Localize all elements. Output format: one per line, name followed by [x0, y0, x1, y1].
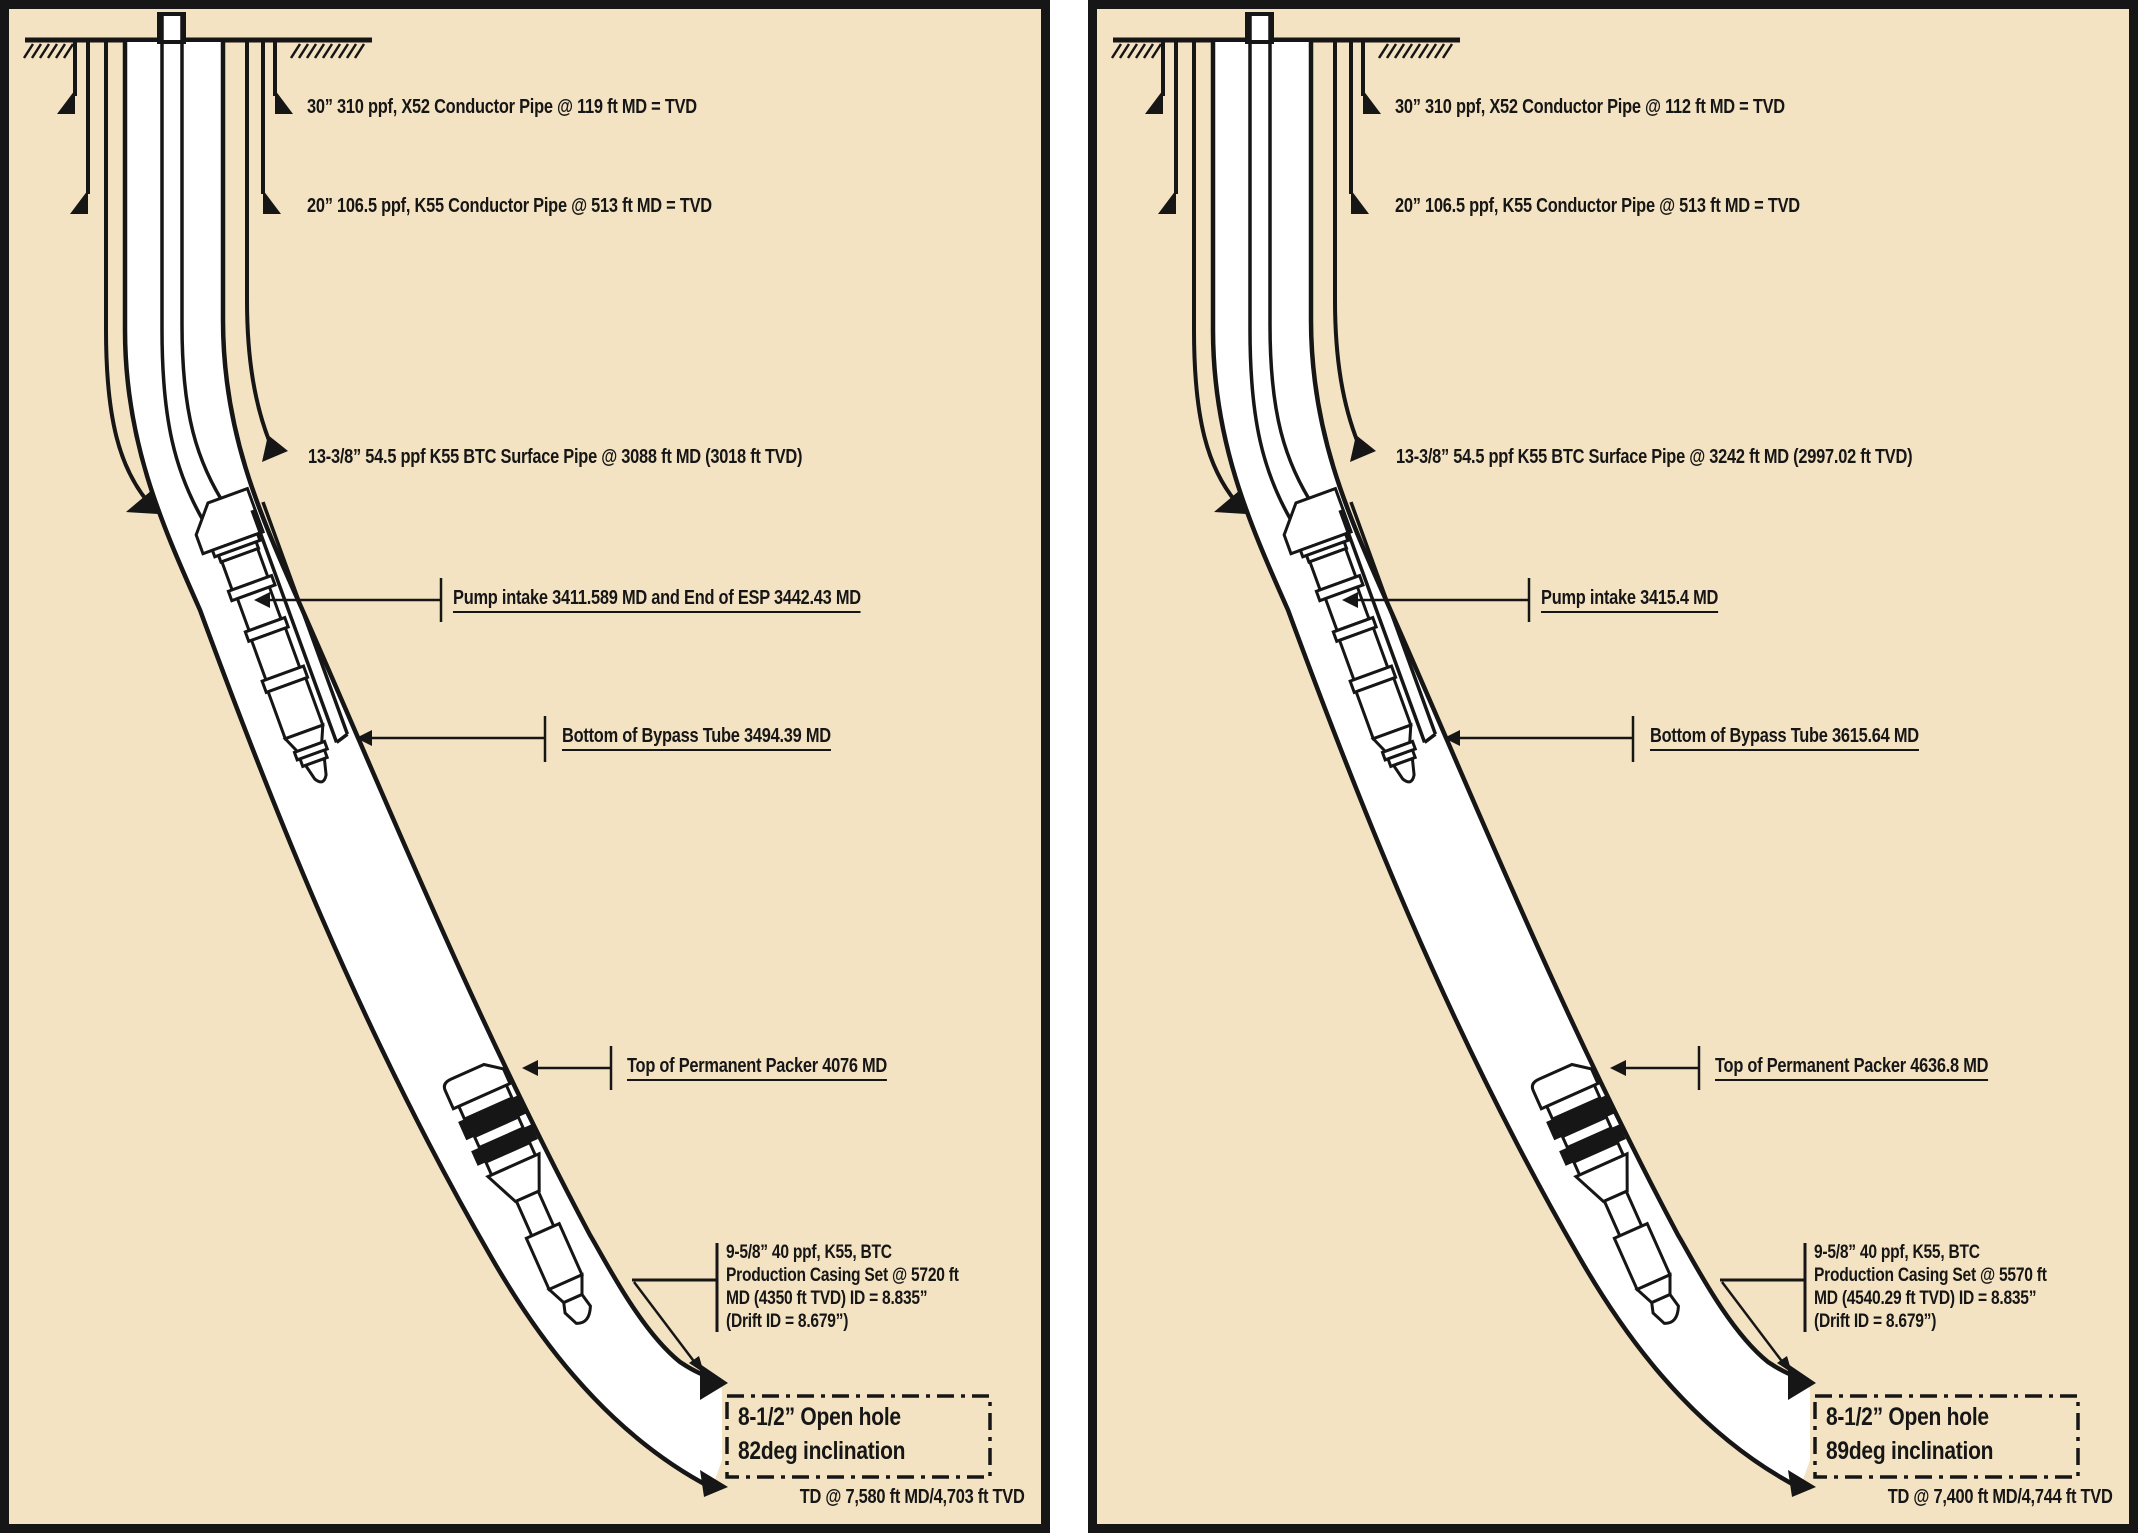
- open-hole-size-label: 8-1/2” Open hole: [1826, 1403, 1989, 1431]
- open-hole-inclination-label: 82deg inclination: [738, 1437, 906, 1465]
- production-casing-label: [1814, 1241, 2047, 1333]
- packer-label: Top of Permanent Packer 4636.8 MD: [1715, 1056, 1988, 1081]
- conductor-20-label: 20” 106.5 ppf, K55 Conductor Pipe @ 513 ft MD = TVD: [307, 195, 712, 217]
- pump-intake-label: Pump intake 3411.589 MD and End of ESP 3442.43 MD: [453, 588, 861, 613]
- td-label: TD @ 7,580 ft MD/4,703 ft TVD: [799, 1486, 1025, 1508]
- conductor-20-label: 20” 106.5 ppf, K55 Conductor Pipe @ 513 ft MD = TVD: [1395, 195, 1800, 217]
- left-well-schematic-panel: [0, 0, 1050, 1533]
- open-hole-size-label: 8-1/2” Open hole: [738, 1403, 901, 1431]
- production-casing-line: MD (4350 ft TVD) ID = 8.835”: [726, 1288, 928, 1309]
- surface-pipe-label: 13-3/8” 54.5 ppf K55 BTC Surface Pipe @ 3242 ft MD (2997.02 ft TVD): [1396, 446, 1913, 468]
- production-casing-line: (Drift ID = 8.679”): [1814, 1311, 1937, 1332]
- surface-pipe-label: 13-3/8” 54.5 ppf K55 BTC Surface Pipe @ 3088 ft MD (3018 ft TVD): [308, 446, 803, 468]
- td-label: TD @ 7,400 ft MD/4,744 ft TVD: [1887, 1486, 2113, 1508]
- production-casing-line: Production Casing Set @ 5720 ft: [726, 1265, 959, 1286]
- conductor-30-label: 30” 310 ppf, X52 Conductor Pipe @ 119 ft MD = TVD: [307, 96, 697, 118]
- production-casing-line: 9-5/8” 40 ppf, K55, BTC: [1814, 1242, 1980, 1263]
- right-well-schematic-panel: [1088, 0, 2138, 1533]
- bypass-tube-label: Bottom of Bypass Tube 3494.39 MD: [562, 726, 831, 751]
- production-casing-line: 9-5/8” 40 ppf, K55, BTC: [726, 1242, 892, 1263]
- production-casing-line: Production Casing Set @ 5570 ft: [1814, 1265, 2047, 1286]
- packer-label: Top of Permanent Packer 4076 MD: [627, 1056, 887, 1081]
- conductor-30-label: 30” 310 ppf, X52 Conductor Pipe @ 112 ft MD = TVD: [1395, 96, 1785, 118]
- open-hole-inclination-label: 89deg inclination: [1826, 1437, 1994, 1465]
- pump-intake-label: Pump intake 3415.4 MD: [1541, 588, 1718, 613]
- production-casing-line: (Drift ID = 8.679”): [726, 1311, 849, 1332]
- production-casing-line: MD (4540.29 ft TVD) ID = 8.835”: [1814, 1288, 2037, 1309]
- production-casing-label: [726, 1241, 959, 1333]
- bypass-tube-label: Bottom of Bypass Tube 3615.64 MD: [1650, 726, 1919, 751]
